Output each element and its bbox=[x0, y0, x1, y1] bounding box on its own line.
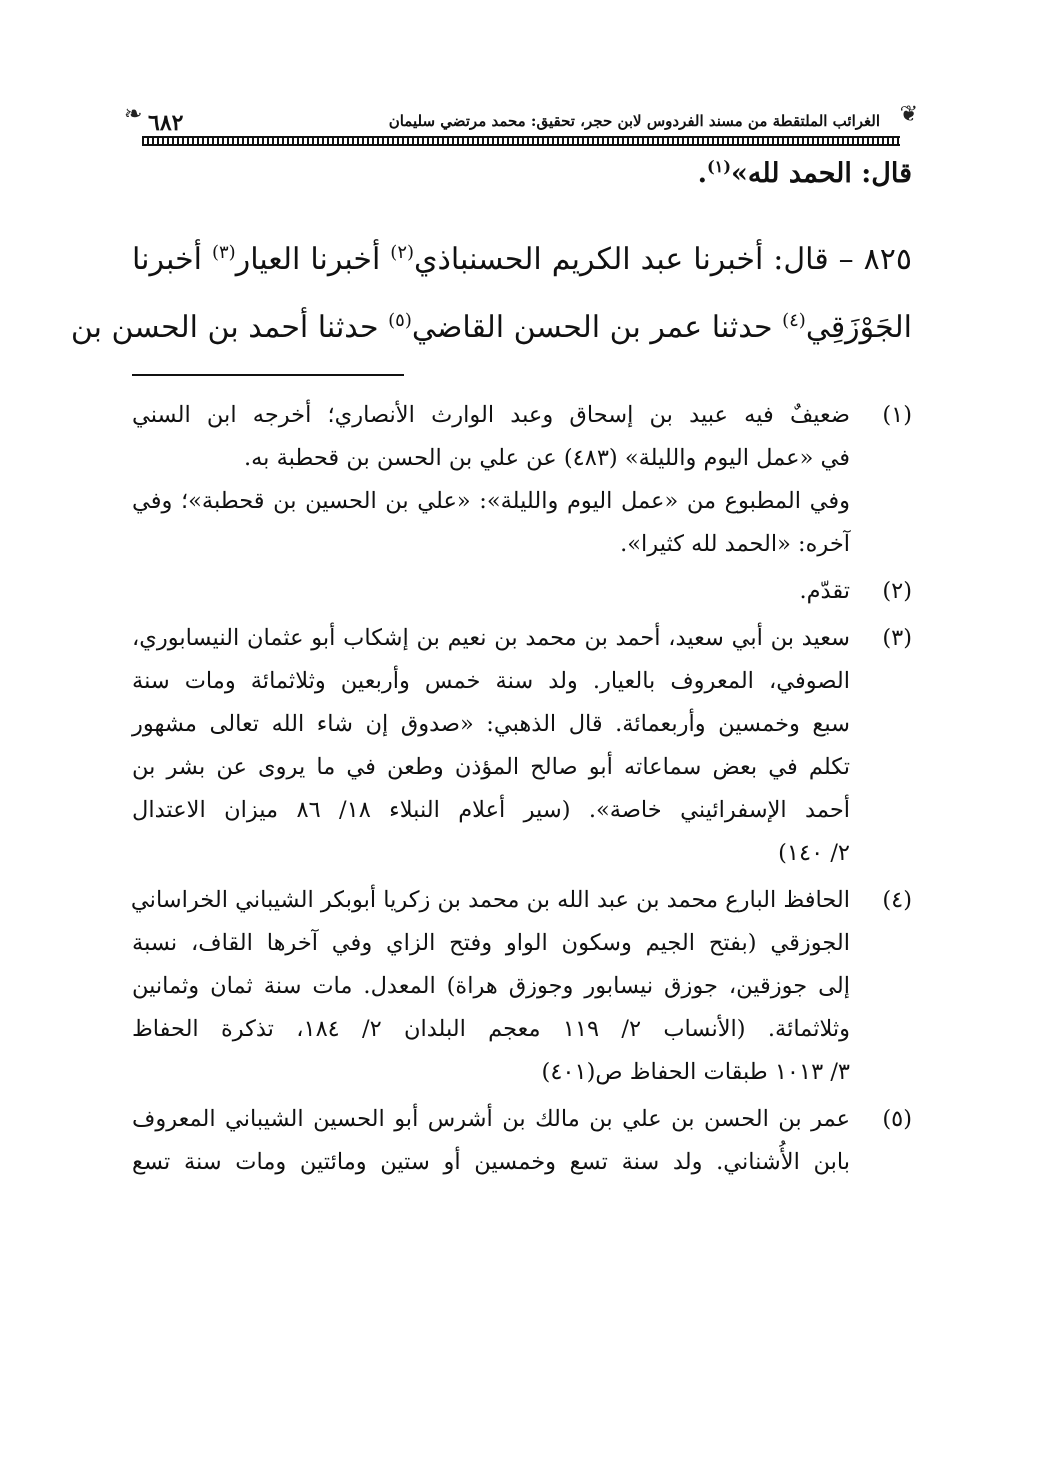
footnote-number: (٤) bbox=[882, 887, 912, 913]
footnote-ref: (٤) bbox=[782, 310, 806, 331]
footnote-line: تقدّم. bbox=[799, 578, 850, 604]
footnote-ref: (٣) bbox=[211, 242, 236, 263]
footnote-line: بابن الأُشناني. ولد سنة تسع وخمسين أو ستين ومائتين ومات سنة تسع bbox=[132, 1149, 850, 1175]
footnote-line: ضعيفٌ فيه عبيد بن إسحاق وعبد الوارث الأنصاري؛ أخرجه ابن السني bbox=[132, 402, 850, 428]
footnote-number: (٣) bbox=[882, 625, 912, 651]
footnote-ref: (٥) bbox=[388, 310, 412, 331]
footnote bbox=[132, 570, 912, 613]
header-rule bbox=[142, 136, 900, 146]
main-line-3: الجَوْزَقِي$^{(٤)}$ حدثنا عمر بن الحسن القاضي$^{(٥)}$ حدثنا أحمد بن الحسن بن bbox=[70, 310, 912, 345]
footnote-line: أحمد الإسفرائيني خاصة». (سير أعلام النبلاء ١٨/ ٨٦ ميزان الاعتدال bbox=[132, 797, 850, 823]
footnote-ref: (١) bbox=[706, 157, 732, 176]
header-title: الغرائب الملتقطة من مسند الفردوس لابن حجر، تحقيق: محمد مرتضي سليمان bbox=[388, 112, 880, 130]
footnote bbox=[132, 879, 912, 1094]
footnote-ref: (٢) bbox=[390, 242, 415, 263]
footnote bbox=[132, 1098, 912, 1184]
footnote-line: سعيد بن أبي سعيد، أحمد بن محمد بن نعيم بن إشكاب أبو عثمان النيسابوري، bbox=[132, 625, 850, 651]
footnote-number: (١) bbox=[882, 402, 912, 428]
footnote-line: ٢/ ١٤٠) bbox=[778, 840, 850, 866]
footnote-line: وفي المطبوع من «عمل اليوم والليلة»: «علي بن الحسين بن قحطبة»؛ وفي bbox=[132, 488, 850, 514]
ornament-right-icon: ❦ bbox=[899, 102, 918, 127]
footnote-line: الحافظ البارع محمد بن عبد الله بن محمد بن زكريا أبوبكر الشيباني الخراساني bbox=[130, 887, 850, 913]
footnote bbox=[132, 394, 912, 566]
footnote-divider bbox=[132, 374, 404, 376]
running-header bbox=[124, 100, 918, 148]
footnote-line: الصوفي، المعروف بالعيار. ولد سنة خمس وأربعين وثلاثمائة ومات سنة bbox=[132, 668, 850, 694]
footnote-line: تكلم في بعض سماعاته أبو صالح المؤذن وطعن في ما يروى عن بشر بن bbox=[132, 754, 850, 780]
footnote-line: آخره: «الحمد لله كثيرا». bbox=[620, 531, 850, 557]
footnote-number: (٥) bbox=[882, 1106, 912, 1132]
footnote-line: عمر بن الحسن بن علي بن مالك بن أشرس أبو الحسين الشيباني المعروف bbox=[132, 1106, 850, 1132]
footnote-line: سبع وخمسين وأربعمائة. قال الذهبي: «صدوق إن شاء الله تعالى مشهور bbox=[132, 711, 850, 737]
footnote bbox=[132, 617, 912, 875]
page-number: ٦٨٢ bbox=[148, 110, 184, 136]
footnote-line: وثلاثمائة. (الأنساب ٢/ ١١٩ معجم البلدان ٢/ ١٨٤، تذكرة الحفاظ bbox=[132, 1016, 851, 1042]
footnote-line: إلى جوزقين، جوزق نيسابور وجوزق هراة) المعدل. مات سنة ثمان وثمانين bbox=[132, 973, 850, 999]
footnote-number: (٢) bbox=[882, 578, 912, 604]
main-line-1: قال: الحمد لله»$^{(١)}$. bbox=[697, 157, 912, 189]
footnotes bbox=[132, 394, 912, 1184]
main-line-2: ٨٢٥ – قال: أخبرنا عبد الكريم الحسنباذي$^{(٢)}$ أخبرنا العيار$^{(٣)}$ أخبرنا bbox=[132, 242, 912, 277]
footnote-line: في «عمل اليوم والليلة» (٤٨٣) عن علي بن الحسن بن قحطبة به. bbox=[243, 445, 850, 471]
ornament-left-icon: ❧ bbox=[124, 102, 143, 127]
footnote-line: ٣/ ١٠١٣ طبقات الحفاظ ص(٤٠١) bbox=[541, 1059, 850, 1085]
footnote-line: الجوزقي (بفتح الجيم وسكون الواو وفتح الزاي وفي آخرها القاف، نسبة bbox=[132, 930, 850, 956]
